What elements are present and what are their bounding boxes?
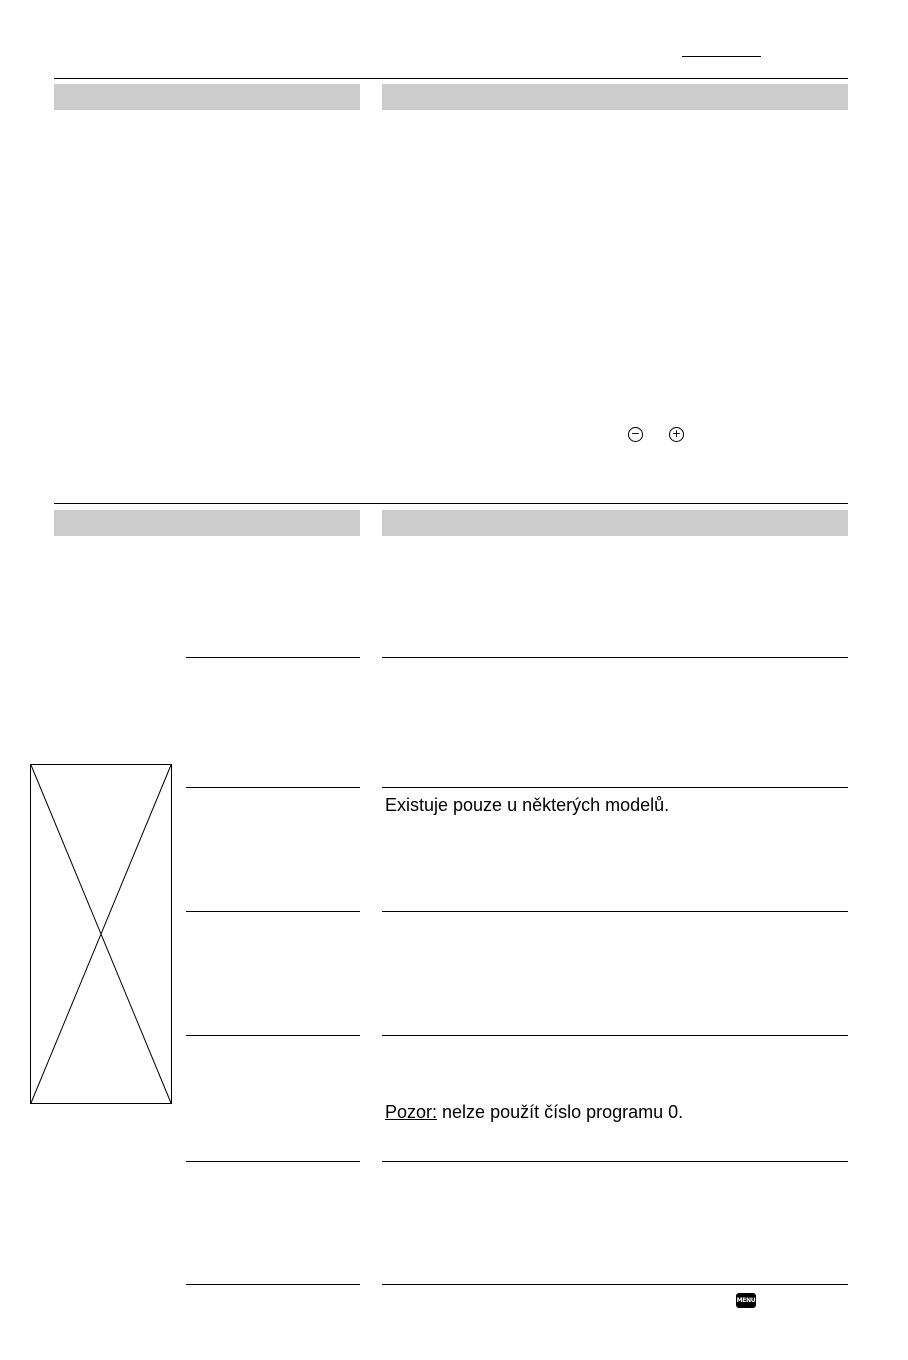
- header-link-underline: [682, 56, 761, 57]
- row-divider-right: [382, 911, 848, 912]
- row-divider-right: [382, 1035, 848, 1036]
- row-divider-left: [186, 1035, 360, 1036]
- section-2-right-header-bar: [382, 510, 848, 536]
- row-divider-left: [186, 657, 360, 658]
- row-divider-left: [186, 1284, 360, 1285]
- row-divider-right: [382, 1284, 848, 1285]
- availability-note: Existuje pouze u některých modelů.: [385, 795, 670, 815]
- section-2-rule: [54, 503, 848, 504]
- plus-icon: +: [669, 427, 684, 442]
- section-2-left-header-bar: [54, 510, 360, 536]
- warning-note: [385, 1101, 683, 1123]
- section-1-rule: [54, 78, 848, 79]
- warning-text: nelze použít číslo programu 0.: [437, 1102, 684, 1122]
- image-placeholder: [30, 764, 172, 1104]
- row-divider-left: [186, 787, 360, 788]
- row-divider-right: [382, 1161, 848, 1162]
- row-divider-right: [382, 657, 848, 658]
- warning-label: Pozor:: [385, 1102, 438, 1122]
- row-divider-right: [382, 787, 848, 788]
- row-divider-left: [186, 911, 360, 912]
- section-1-left-header-bar: [54, 84, 360, 110]
- row-divider-left: [186, 1161, 360, 1162]
- section-1-right-header-bar: [382, 84, 848, 110]
- menu-icon: MENU: [736, 1293, 756, 1308]
- minus-icon: −: [628, 427, 643, 442]
